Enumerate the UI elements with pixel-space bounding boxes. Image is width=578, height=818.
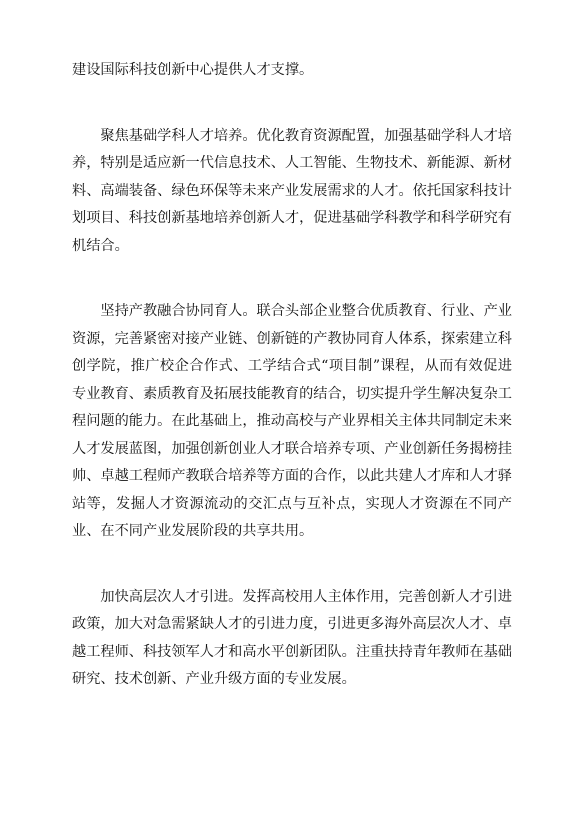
- paragraph-industry-education-integration: 坚持产教融合协同育人。联合头部企业整合优质教育、行业、产业资源，完善紧密对接产业链、创新链的产教协同育人体系，探索建立科创学院，推广校企合作式、工学结合式“项目制”课程，从而有效促进专业教育、素质教育及拓展技能教育的结合，切实提升学生解决复杂工程问题的能力。在此基础上，推动高校与产业界相关主体共同制定未来人才发展蓝图，加强创新创业人才联合培养专项、产业创新任务揭榜挂帅、卓越工程师产教联合培养等方面的合作，以此共建人才库和人才驿站等，发掘人才资源流动的交汇点与互补点，实现人才资源在不同产业、在不同产业发展阶段的共享共用。: [72, 303, 512, 539]
- paragraph-high-level-talent-introduction: 加快高层次人才引进。发挥高校用人主体作用，完善创新人才引进政策，加大对急需紧缺人才的引进力度，引进更多海外高层次人才、卓越工程师、科技领军人才和高水平创新团队。注重扶持青年教师在基础研究、技术创新、产业升级方面的专业发展。: [72, 588, 512, 687]
- document-body: [72, 57, 512, 694]
- paragraph-basic-discipline-talent: 聚焦基础学科人才培养。优化教育资源配置，加强基础学科人才培养，特别是适应新一代信息技术、人工智能、生物技术、新能源、新材料、高端装备、绿色环保等未来产业发展需求的人才。依托国家科技计划项目、科技创新基地培养创新人才，促进基础学科教学和科学研究有机结合。: [72, 127, 512, 254]
- paragraph-continuation: 建设国际科技创新中心提供人才支撑。: [72, 62, 314, 78]
